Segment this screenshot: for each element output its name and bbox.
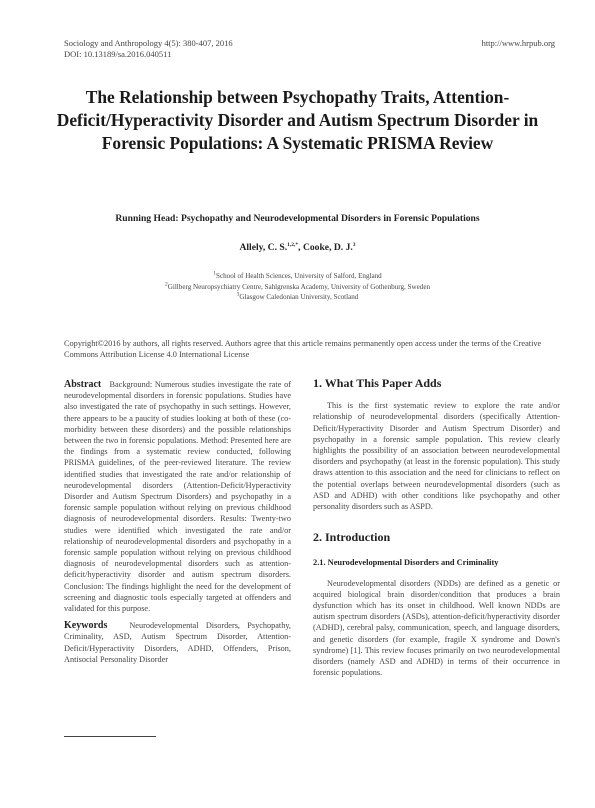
section-1-heading: 1. What This Paper Adds [313,376,442,390]
author-1: Allely, C. S. [239,242,288,253]
doi: DOI: 10.13189/sa.2016.040511 [64,49,172,59]
affiliation-3 [30,292,565,303]
affiliation-text: Gillberg Neuropsychiatry Centre, Sahlgrenska Academy, University of Gothenburg, Sweden [167,282,431,291]
affiliation-text: Glasgow Caledonian University, Scotland [239,293,359,302]
abstract-paragraph [64,379,291,614]
author-separator: , [298,242,303,253]
journal-url[interactable]: http://www.hrpub.org [481,38,555,48]
section-1-text: This is the first systematic review to explore the rate and/or relationship of neurodevelopmental disorders (specifically Attention-Deficit/Hyperactivity Disorder and Autism Spectrum Disorder) and psychopathy in a forensic sample population. This review clearly highlights the possibility of an association between neurodevelopmental disorders and psychopathy (at least in the forensic population). This study draws attention to this association and the need for clinicians to reflect on the potential overlaps between neurodevelopmental disorders (such as ASD and ADHD) with other conditions like psychopathy and other personality disorders such as ASPD. [313,401,560,512]
section-2-1-text: Neurodevelopmental disorders (NDDs) are defined as a genetic or acquired biological brain disorder/condition that produces a brain dysfunction which has its onset in childhood. Well known NDDs are autism spectrum disorders (ASDs), attention-deficit/hyperactivity disorder (ADHD), cerebral palsy, communication, speech, and language disorders, and genetic disorders (for example, fragile X syndrome and Down's syndrome) [1]. This review focuses primarily on two neurodevelopmental disorders (namely ASD and ADHD) in terms of their occurrence in forensic populations. [313,578,560,678]
page-header-left [64,38,233,60]
keywords-paragraph [64,620,291,665]
journal-citation: Sociology and Anthropology 4(5): 380-407, 2016 [64,38,233,48]
footnote-rule [64,736,156,737]
paper-title: The Relationship between Psychopathy Traits, Attention-Deficit/Hyperactivity Disorder and Autism Spectrum Disorder in Forensic Populations: A Systematic PRISMA Review [56,87,539,153]
abstract-block [64,379,291,665]
abstract-label: Abstract [64,379,102,390]
keywords-label: Keywords [64,620,108,632]
author-list [30,242,565,253]
affiliation-2 [30,282,565,293]
affiliations [30,271,565,303]
section-2-heading: 2. Introduction [313,530,391,545]
affiliation-1 [30,271,565,282]
author-1-affiliation-marker: 1,2,* [287,241,299,248]
keywords-text: Neurodevelopmental Disorders, Psychopathy, Criminality, ASD, Autism Spectrum Disorder, Attention-Deficit/Hyperactivity Disorders, ADHD, Offenders, Prison, Antisocial Personality Disorder [64,621,291,664]
author-2-affiliation-marker: 3 [352,241,356,248]
copyright-notice: Copyright©2016 by authors, all rights reserved. Authors agree that this article remains permanently open access under the terms of the Creative Commons Attribution License 4.0 International License [64,339,542,360]
abstract-text: Background: Numerous studies investigate the rate of neurodevelopmental disorders in forensic populations. Studies have also investigated the rate of psychopathy in such settings. However, there appears to be a paucity of studies looking at both of these (co-morbidity between these disorders) and the possible relationships between the two in forensic populations. Method: Presented here are the findings from a systematic review conducted, following PRISMA guidelines, of the peer-reviewed literature. The review identified studies that investigated the rate and/or relationship of neurodevelopmental disorders (Attention-Deficit/Hyperactivity Disorder and Autism Spectrum Disorders) and psychopathy in a forensic sample population without relying on previous childhood diagnosis of neurodevelopmental disorders. Results: Twenty-two studies were identified which investigated the rate and/or relationship of neurodevelopmental disorders and psychopathy in a forensic sample population without relying on previous childhood diagnosis of neurodevelopmental disorders such as attention-deficit/hyperactivity disorder and autism spectrum disorders. Conclusion: The findings highlight the need for the development of screening and diagnostic tools especially targeted at offenders and validated for this purpose. [64,380,291,614]
affiliation-marker: 3 [236,291,240,298]
affiliation-text: School of Health Sciences, University of Salford, England [216,272,382,280]
affiliation-marker: 2 [164,281,168,288]
author-2: Cooke, D. J. [302,242,353,253]
right-column [313,378,560,678]
section-2-1-heading: 2.1. Neurodevelopmental Disorders and Criminality [313,558,499,568]
running-head: Running Head: Psychopathy and Neurodevelopmental Disorders in Forensic Populations [115,213,480,224]
affiliation-marker: 1 [213,270,217,277]
